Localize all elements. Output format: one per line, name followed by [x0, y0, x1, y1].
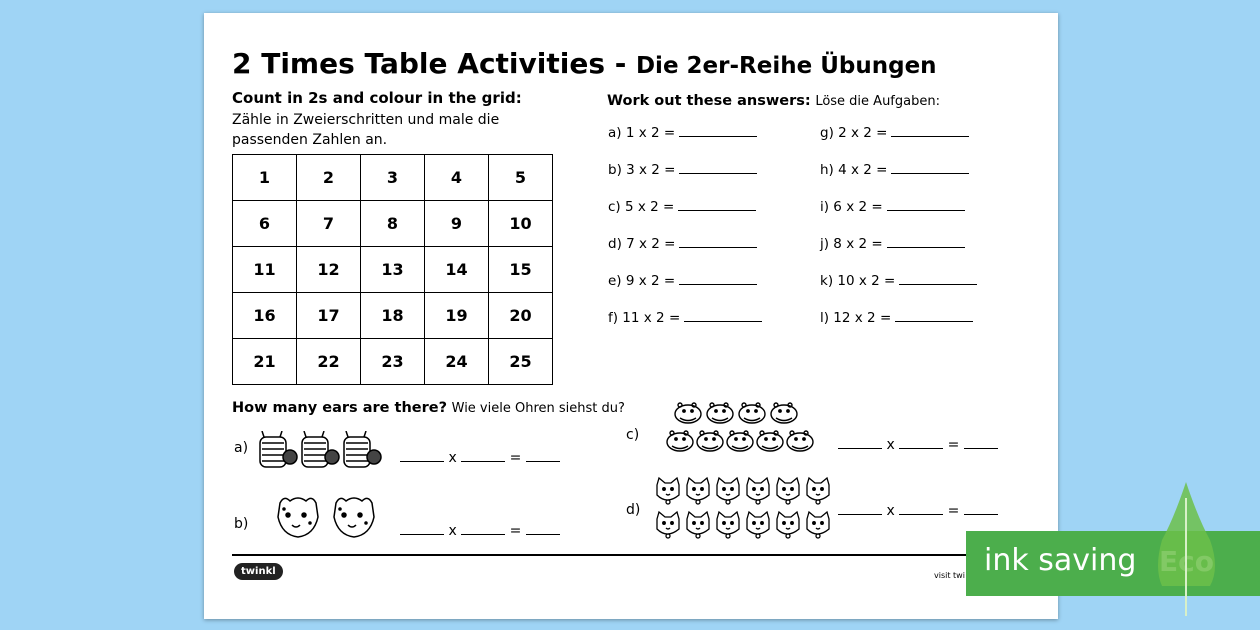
grid-cell[interactable]: 6 — [233, 201, 297, 247]
question-text: h) 4 x 2 = — [820, 162, 888, 178]
grid-cell[interactable]: 1 — [233, 155, 297, 201]
cat-icon — [687, 512, 709, 538]
answer-line[interactable] — [679, 272, 757, 285]
grid-cell[interactable]: 7 — [297, 201, 361, 247]
answer-line[interactable] — [891, 161, 969, 174]
hippo-icon — [667, 431, 693, 451]
question-text: a) 1 x 2 = — [608, 125, 676, 141]
cat-icon — [657, 512, 679, 538]
grid-row — [233, 201, 553, 247]
hippo-icon — [739, 403, 765, 423]
grid-row — [233, 339, 553, 385]
equation-d: x = — [838, 503, 998, 519]
grid-cell[interactable]: 3 — [361, 155, 425, 201]
equation-a: x = — [400, 450, 560, 466]
grid-cell[interactable]: 20 — [489, 293, 553, 339]
grid-cell[interactable]: 18 — [361, 293, 425, 339]
question-text: e) 9 x 2 = — [608, 273, 676, 289]
grid-cell[interactable]: 4 — [425, 155, 489, 201]
grid-cell[interactable]: 8 — [361, 201, 425, 247]
question-right-5 — [820, 309, 973, 326]
equation-b: x = — [400, 523, 560, 539]
count-de-line2: passenden Zahlen an. — [232, 132, 388, 148]
footer-rule — [232, 554, 1032, 556]
cat-icon — [717, 478, 739, 504]
answer-line[interactable] — [887, 198, 965, 211]
answer-line[interactable] — [895, 309, 973, 322]
cat-icon — [777, 478, 799, 504]
cat-icon — [807, 478, 829, 504]
question-text: f) 11 x 2 = — [608, 310, 681, 326]
hippo-icon — [727, 431, 753, 451]
hippo-icon — [757, 431, 783, 451]
grid-cell[interactable]: 25 — [489, 339, 553, 385]
question-right-3 — [820, 235, 965, 252]
grid-cell[interactable]: 11 — [233, 247, 297, 293]
grid-cell[interactable]: 15 — [489, 247, 553, 293]
answer-line[interactable] — [678, 198, 756, 211]
worksheet — [204, 13, 1058, 619]
question-right-1 — [820, 161, 969, 178]
grid-cell[interactable]: 17 — [297, 293, 361, 339]
grid-row — [233, 155, 553, 201]
question-text: i) 6 x 2 = — [820, 199, 883, 215]
question-text: l) 12 x 2 = — [820, 310, 892, 326]
question-right-2 — [820, 198, 965, 215]
question-left-3 — [608, 235, 757, 252]
answer-line[interactable] — [679, 124, 757, 137]
question-left-5 — [608, 309, 762, 326]
twinkl-logo: twinkl — [234, 563, 283, 580]
cat-icon — [717, 512, 739, 538]
hippo-icon — [707, 403, 733, 423]
ears-heading: How many ears are there? Wie viele Ohren siehst du? — [232, 400, 625, 416]
hippo-icon — [771, 403, 797, 423]
visit-text: visit twi — [934, 571, 965, 580]
ink-saving-label: ink saving — [984, 543, 1137, 578]
question-text: k) 10 x 2 = — [820, 273, 896, 289]
number-grid — [232, 154, 553, 385]
zebra-icons — [256, 431, 386, 473]
grid-cell[interactable]: 21 — [233, 339, 297, 385]
grid-cell[interactable]: 24 — [425, 339, 489, 385]
cat-icon — [807, 512, 829, 538]
grid-cell[interactable]: 10 — [489, 201, 553, 247]
grid-cell[interactable]: 5 — [489, 155, 553, 201]
cat-icons — [652, 475, 838, 545]
answer-line[interactable] — [891, 124, 969, 137]
question-right-4 — [820, 272, 977, 289]
cat-icon — [777, 512, 799, 538]
hippo-icon — [787, 431, 813, 451]
grid-cell[interactable]: 2 — [297, 155, 361, 201]
question-left-4 — [608, 272, 757, 289]
answer-line[interactable] — [887, 235, 965, 248]
cat-icon — [657, 478, 679, 504]
hippo-icons — [666, 398, 814, 458]
page-title: 2 Times Table Activities - Die 2er-Reihe Übungen — [232, 47, 937, 80]
grid-cell[interactable]: 23 — [361, 339, 425, 385]
grid-cell[interactable]: 14 — [425, 247, 489, 293]
grid-cell[interactable]: 13 — [361, 247, 425, 293]
answer-line[interactable] — [679, 161, 757, 174]
cat-icon — [747, 512, 769, 538]
question-text: b) 3 x 2 = — [608, 162, 676, 178]
question-text: c) 5 x 2 = — [608, 199, 675, 215]
grid-row — [233, 247, 553, 293]
grid-cell[interactable]: 12 — [297, 247, 361, 293]
question-left-1 — [608, 161, 757, 178]
answer-line[interactable] — [684, 309, 762, 322]
hippo-icon — [675, 403, 701, 423]
count-de-line1: Zähle in Zweierschritten und male die — [232, 112, 500, 128]
cheetah-icons — [274, 493, 384, 541]
ears-label-a: a) — [234, 440, 249, 456]
ears-label-b: b) — [234, 516, 249, 532]
cat-icon — [687, 478, 709, 504]
question-right-0 — [820, 124, 969, 141]
ears-label-c: c) — [626, 427, 640, 443]
answers-heading: Work out these answers: Löse die Aufgaben: — [607, 93, 940, 109]
question-left-0 — [608, 124, 757, 141]
cat-icon — [747, 478, 769, 504]
grid-cell[interactable]: 22 — [297, 339, 361, 385]
answer-line[interactable] — [679, 235, 757, 248]
equation-c: x = — [838, 437, 998, 453]
ears-label-d: d) — [626, 502, 641, 518]
question-text: g) 2 x 2 = — [820, 125, 888, 141]
grid-cell[interactable]: 16 — [233, 293, 297, 339]
question-text: j) 8 x 2 = — [820, 236, 883, 252]
grid-cell[interactable]: 19 — [425, 293, 489, 339]
grid-cell[interactable]: 9 — [425, 201, 489, 247]
answer-line[interactable] — [899, 272, 977, 285]
grid-row — [233, 293, 553, 339]
count-heading: Count in 2s and colour in the grid: — [232, 89, 522, 107]
question-left-2 — [608, 198, 756, 215]
leaf-drop-icon — [1154, 478, 1224, 618]
question-text: d) 7 x 2 = — [608, 236, 676, 252]
hippo-icon — [697, 431, 723, 451]
